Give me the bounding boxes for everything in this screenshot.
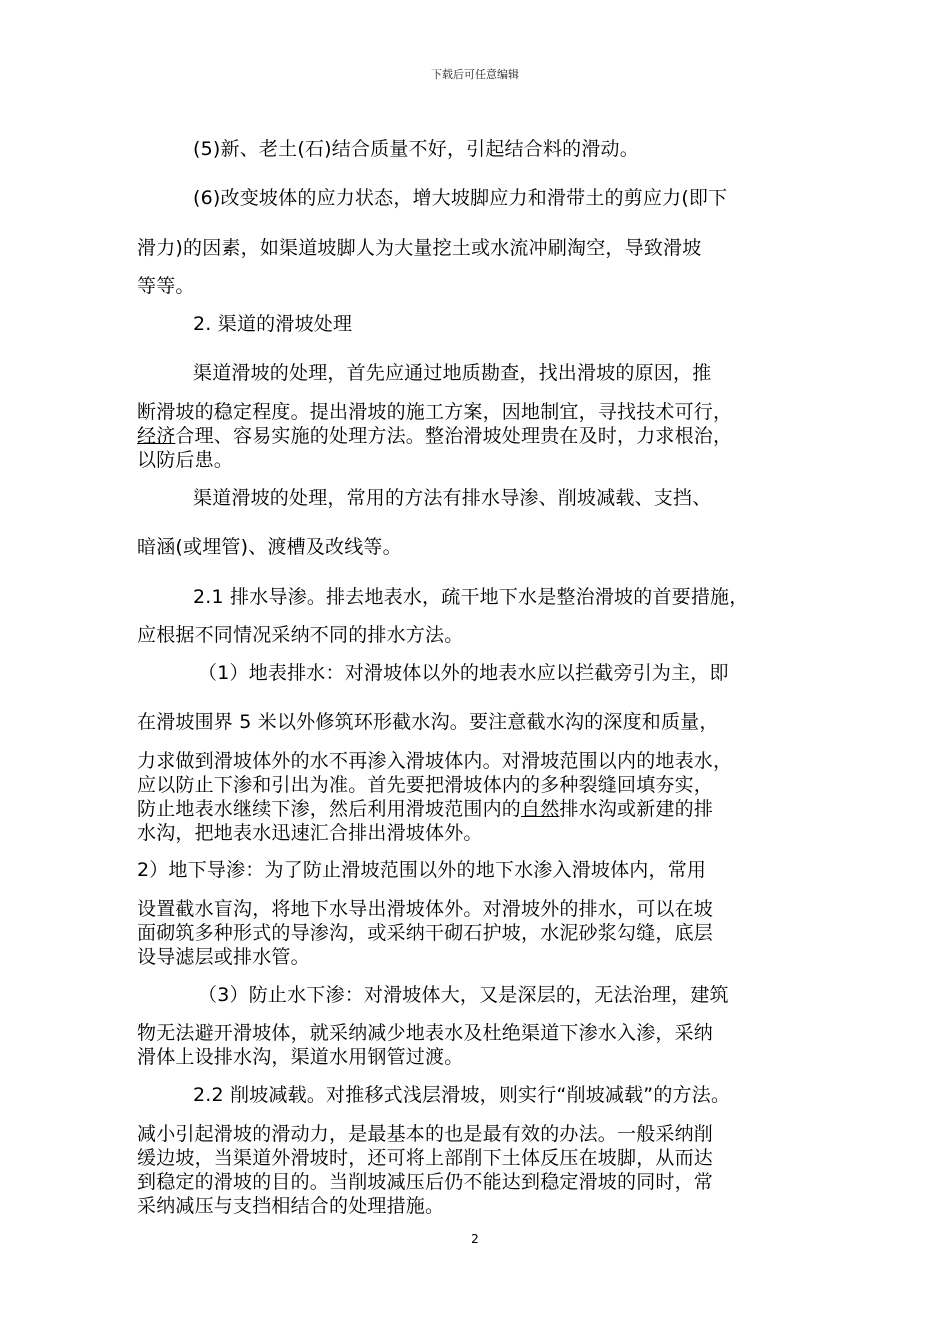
page-number: 2 — [471, 1232, 479, 1246]
paragraph-line: 物无法避开滑坡体，就采纳减少地表水及杜绝渠道下渗水入渗，采纳 — [137, 1022, 714, 1044]
line-text: 排水沟或新建的排 — [559, 798, 714, 820]
paragraph-line: 以防后患。 — [137, 449, 234, 471]
paragraph-line — [137, 425, 732, 448]
page-header: 下载后可任意编辑 — [431, 68, 519, 81]
paragraph-line: 减小引起滑坡的滑动力，是最基本的也是最有效的办法。一般采纳削 — [137, 1123, 714, 1145]
link-economy[interactable]: 经济 — [137, 425, 176, 447]
paragraph-line: 缓边坡，当渠道外滑坡时，还可将上部削下土体反压在坡脚，从而达 — [137, 1147, 714, 1169]
paragraph-line: 2）地下导渗：为了防止滑坡范围以外的地下水渗入滑坡体内，常用 — [137, 859, 707, 881]
paragraph-line: 应根据不同情况采纳不同的排水方法。 — [137, 624, 464, 646]
paragraph-line — [137, 798, 713, 821]
paragraph-line: 渠道滑坡的处理，首先应通过地质勘查，找出滑坡的原因，推 — [193, 362, 712, 384]
paragraph-line: 面砌筑多种形式的导渗沟，或采纳干砌石护坡，水泥砂浆勾缝，底层 — [137, 922, 714, 944]
paragraph-line: 设导滤层或排水管。 — [137, 946, 310, 968]
link-nature[interactable]: 自然 — [521, 798, 560, 820]
paragraph-line: （1）地表排水：对滑坡体以外的地表水应以拦截旁引为主，即 — [198, 662, 729, 684]
paragraph-line: 设置截水盲沟，将地下水导出滑坡体外。对滑坡外的排水，可以在坡 — [137, 898, 714, 920]
paragraph-line: 滑力)的因素，如渠道坡脚人为大量挖土或水流冲刷淘空，导致滑坡 — [137, 237, 702, 259]
section-heading: 2.2 削坡减载。对推移式浅层滑坡，则实行“削坡减载”的方法。 — [193, 1084, 731, 1106]
paragraph-line: 应以防止下渗和引出为准。首先要把滑坡体内的多种裂缝回填夯实， — [137, 774, 714, 796]
paragraph-line: 等等。 — [137, 275, 195, 297]
line-text: 合理、容易实施的处理方法。整治滑坡处理贵在及时，力求根治， — [175, 425, 733, 447]
section-heading: 2. 渠道的滑坡处理 — [193, 313, 353, 335]
paragraph-line: 滑体上设排水沟，渠道水用钢管过渡。 — [137, 1046, 464, 1068]
paragraph-line: （3）防止水下渗：对滑坡体大，又是深层的，无法治理，建筑 — [198, 984, 729, 1006]
line-text: 防止地表水继续下渗，然后利用滑坡范围内的 — [137, 798, 522, 820]
paragraph-line: 力求做到滑坡体外的水不再渗入滑坡体内。对滑坡范围以内的地表水， — [137, 750, 733, 772]
paragraph-line: 断滑坡的稳定程度。提出滑坡的施工方案，因地制宜，寻找技术可行， — [137, 401, 733, 423]
paragraph-line: 到稳定的滑坡的目的。当削坡减压后仍不能达到稳定滑坡的同时，常 — [137, 1171, 714, 1193]
paragraph-line: 采纳减压与支挡相结合的处理措施。 — [137, 1195, 445, 1217]
paragraph-line: (5)新、老土(石)结合质量不好，引起结合料的滑动。 — [193, 138, 639, 160]
paragraph-line: 水沟，把地表水迅速汇合排出滑坡体外。 — [137, 822, 483, 844]
paragraph-line: 渠道滑坡的处理，常用的方法有排水导渗、削坡减载、支挡、 — [193, 487, 712, 509]
section-heading: 2.1 排水导渗。排去地表水，疏干地下水是整治滑坡的首要措施， — [193, 586, 749, 608]
paragraph-line: 暗涵(或埋管)、渡槽及改线等。 — [137, 536, 402, 558]
paragraph-line: (6)改变坡体的应力状态，增大坡脚应力和滑带土的剪应力(即下 — [193, 187, 728, 209]
paragraph-line: 在滑坡围界 5 米以外修筑环形截水沟。要注意截水沟的深度和质量， — [137, 711, 719, 733]
